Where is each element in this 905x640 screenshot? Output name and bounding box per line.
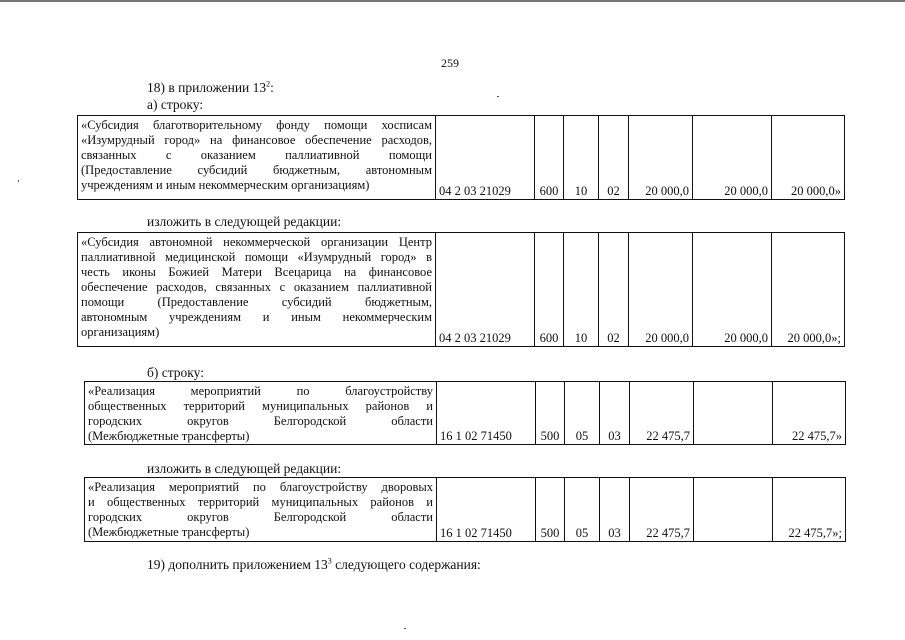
row-description: «Субсидия благотворительному фонду помощи хосписам «Изумрудный город» на финансовое обеспечение расходов, связанных с оказанием паллиативной помощи (Предоставление субсидий бюджетным, автономным учреждениям и иным некоммерческим организациям) [78,116,436,200]
row-value-1: 20 000,0 [629,116,693,200]
row-pr: 02 [599,233,629,347]
scan-speck [18,180,19,182]
item-18-text: 18) в приложении 13 [147,80,267,95]
item-19-tail: следующего содержания: [331,557,481,572]
row-code: 16 1 02 71450 [437,382,536,445]
row-description: «Субсидия автономной некоммерческой организации Центр паллиативной медицинской помощи «Изумрудный город» в честь иконы Божией Матери Всецарица на финансовое обеспечение расходов, связанных с оказанием паллиативной помощи (Предоставление субсидий бюджетным, автономным учреждениям и иным некоммерческим организациям) [78,233,436,347]
scan-speck [404,628,406,629]
row-vr: 500 [536,478,565,542]
row-code: 16 1 02 71450 [437,478,536,542]
row-vr: 600 [535,116,564,200]
sub-b-heading: б) строку: [147,365,204,380]
table-row-a-old [77,115,845,200]
sub-a-heading: а) строку: [147,97,204,112]
row-value-3: 22 475,7»; [773,478,846,542]
row-value-2: 20 000,0 [693,116,772,200]
row-value-3: 22 475,7» [773,382,846,445]
row-description: «Реализация мероприятий по благоустройству дворовых и общественных территорий муниципальных районов и городских округов Белгородской области (Межбюджетные трансферты) [85,478,437,542]
item-19-text: 19) дополнить приложением 13 [147,557,328,572]
row-value-2 [694,478,773,542]
table-row-b-new [84,477,846,542]
row-value-2 [694,382,773,445]
row-rz: 10 [564,233,599,347]
item-18-heading [147,80,274,96]
row-value-1: 22 475,7 [630,478,694,542]
table-row-a-new [77,232,845,347]
row-code: 04 2 03 21029 [436,233,535,347]
row-vr: 600 [535,233,564,347]
page-top-border [0,0,905,2]
row-vr: 500 [536,382,565,445]
row-value-3: 20 000,0» [772,116,845,200]
row-pr: 03 [600,478,630,542]
row-value-3: 20 000,0»; [772,233,845,347]
row-value-1: 22 475,7 [630,382,694,445]
row-description: «Реализация мероприятий по благоустройству общественных территорий муниципальных районов и городских округов Белгородской области (Межбюджетные трансферты) [85,382,437,445]
row-rz: 05 [565,382,600,445]
row-rz: 05 [565,478,600,542]
row-pr: 02 [599,116,629,200]
table-row-b-old [84,381,846,445]
scan-speck [497,96,499,97]
row-rz: 10 [564,116,599,200]
item-18-colon: : [270,80,274,95]
replace-heading-1: изложить в следующей редакции: [147,214,342,229]
page-number: 259 [441,56,459,70]
replace-heading-2: изложить в следующей редакции: [147,461,342,476]
row-value-1: 20 000,0 [629,233,693,347]
item-19-sup: 3 [327,556,332,566]
item-18-sup: 2 [266,79,271,89]
row-code: 04 2 03 21029 [436,116,535,200]
row-value-2: 20 000,0 [693,233,772,347]
row-pr: 03 [600,382,630,445]
item-19-heading [147,557,481,573]
